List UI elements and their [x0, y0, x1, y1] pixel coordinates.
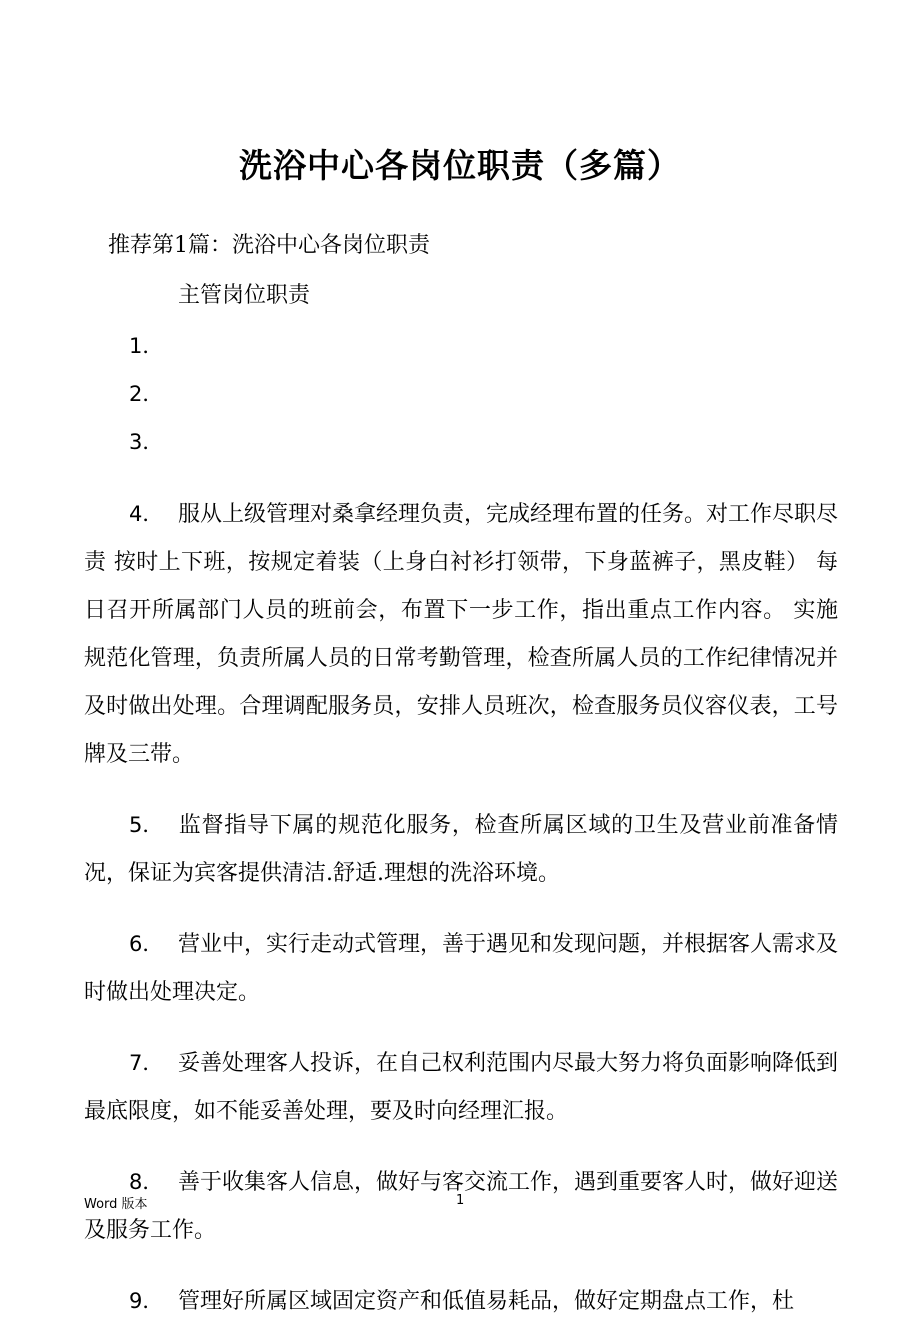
list-item-number: 4． [129, 502, 164, 526]
list-item-text: 营业中，实行走动式管理，善于遇见和发现问题，并根据客人需求及时做出处理决定。 [84, 932, 839, 1005]
recommend-heading: 推荐第1篇：洗浴中心各岗位职责 [108, 233, 430, 258]
footer-version: Word 版本 [84, 1197, 148, 1212]
list-item-number-empty: 3． [129, 430, 164, 454]
list-item-text: 善于收集客人信息，做好与客交流工作，遇到重要客人时，做好迎送及服务工作。 [84, 1170, 839, 1243]
list-item-text: 管理好所属区域固定资产和低值易耗品，做好定期盘点工作，杜 [178, 1289, 795, 1314]
document-title: 洗浴中心各岗位职责（多篇） [239, 146, 681, 185]
list-item [84, 920, 838, 1017]
list-item [84, 801, 838, 898]
list-item [84, 1039, 838, 1136]
section-title: 主管岗位职责 [178, 283, 311, 308]
list-item-number: 8． [129, 1170, 164, 1194]
list-item-number: 6． [129, 932, 164, 956]
list-item-text: 服从上级管理对桑拿经理负责，完成经理布置的任务。对工作尽职尽责 按时上下班，按规定着装（上身白衬衫打领带，下身蓝裤子，黑皮鞋） 每日召开所属部门人员的班前会，布置下一步工作，指出重点工作内容。 实施规范化管理，负责所属人员的日常考勤管理，检查所属人员的工作纪律情况并及时做出处理。合理调配服务员，安排人员班次，检查服务员仪容仪表，工号牌及三带。 [84, 502, 839, 767]
list-item-text: 妥善处理客人投诉，在自己权利范围内尽最大努力将负面影响降低到最底限度，如不能妥善处理，要及时向经理汇报。 [84, 1051, 839, 1124]
list-item [84, 490, 838, 779]
page-number: 1 [456, 1193, 465, 1208]
list-item-text: 监督指导下属的规范化服务，检查所属区域的卫生及营业前准备情况，保证为宾客提供清洁.舒适.理想的洗浴环境。 [84, 813, 838, 886]
list-item-number: 5． [129, 813, 164, 837]
list-item-number: 9． [129, 1289, 164, 1313]
list-item-number-empty: 1． [129, 334, 164, 358]
list-item-number-empty: 2． [129, 382, 164, 406]
list-item-number: 7． [129, 1051, 164, 1075]
